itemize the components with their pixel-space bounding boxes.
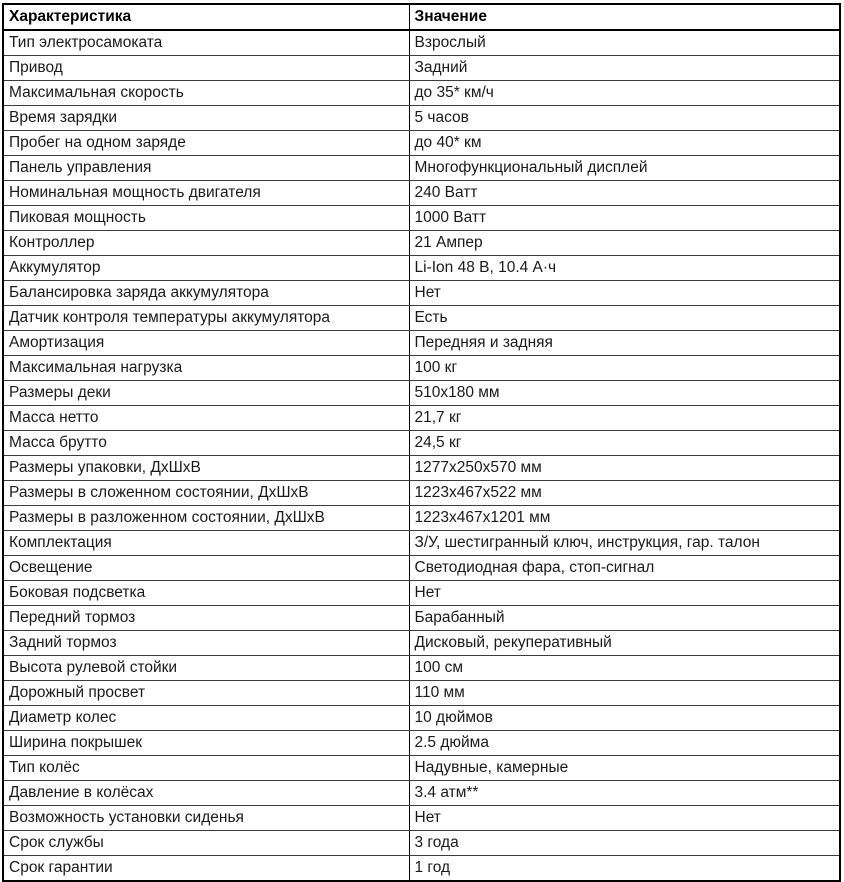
table-row	[3, 281, 840, 306]
characteristic-cell: Диаметр колес	[3, 706, 409, 731]
table-row	[3, 106, 840, 131]
table-row	[3, 681, 840, 706]
characteristic-cell: Размеры деки	[3, 381, 409, 406]
value-cell: 100 кг	[409, 356, 840, 381]
table-row	[3, 206, 840, 231]
table-row	[3, 256, 840, 281]
header-row	[3, 4, 840, 30]
characteristic-cell: Масса брутто	[3, 431, 409, 456]
table-row	[3, 831, 840, 856]
characteristic-cell: Контроллер	[3, 231, 409, 256]
characteristic-cell: Привод	[3, 56, 409, 81]
value-cell: Передняя и задняя	[409, 331, 840, 356]
table-row	[3, 656, 840, 681]
table-row	[3, 731, 840, 756]
value-cell: 1 год	[409, 856, 840, 882]
characteristic-cell: Время зарядки	[3, 106, 409, 131]
table-row	[3, 606, 840, 631]
characteristic-cell: Номинальная мощность двигателя	[3, 181, 409, 206]
table-row	[3, 781, 840, 806]
spec-table	[2, 3, 841, 882]
value-cell: 21,7 кг	[409, 406, 840, 431]
table-row	[3, 56, 840, 81]
table-row	[3, 481, 840, 506]
value-cell: Li-Ion 48 В, 10.4 А·ч	[409, 256, 840, 281]
value-cell: 3 года	[409, 831, 840, 856]
characteristic-cell: Боковая подсветка	[3, 581, 409, 606]
table-row	[3, 81, 840, 106]
value-cell: до 40* км	[409, 131, 840, 156]
table-row	[3, 856, 840, 882]
value-cell: 21 Ампер	[409, 231, 840, 256]
characteristic-cell: Датчик контроля температуры аккумулятора	[3, 306, 409, 331]
value-cell: Есть	[409, 306, 840, 331]
characteristic-cell: Пиковая мощность	[3, 206, 409, 231]
value-cell: Нет	[409, 281, 840, 306]
characteristic-cell: Передний тормоз	[3, 606, 409, 631]
characteristic-cell: Высота рулевой стойки	[3, 656, 409, 681]
characteristic-cell: Тип колёс	[3, 756, 409, 781]
table-row	[3, 456, 840, 481]
characteristic-cell: Освещение	[3, 556, 409, 581]
table-row	[3, 756, 840, 781]
characteristic-cell: Амортизация	[3, 331, 409, 356]
value-cell: 5 часов	[409, 106, 840, 131]
characteristic-cell: Давление в колёсах	[3, 781, 409, 806]
header-characteristic: Характеристика	[3, 4, 409, 30]
table-row	[3, 431, 840, 456]
value-cell: Нет	[409, 806, 840, 831]
value-cell: Светодиодная фара, стоп-сигнал	[409, 556, 840, 581]
value-cell: 510x180 мм	[409, 381, 840, 406]
value-cell: Задний	[409, 56, 840, 81]
characteristic-cell: Задний тормоз	[3, 631, 409, 656]
value-cell: 1277x250x570 мм	[409, 456, 840, 481]
characteristic-cell: Ширина покрышек	[3, 731, 409, 756]
table-row	[3, 531, 840, 556]
spec-table-header	[3, 4, 840, 30]
characteristic-cell: Срок гарантии	[3, 856, 409, 882]
table-row	[3, 506, 840, 531]
value-cell: Надувные, камерные	[409, 756, 840, 781]
table-row	[3, 181, 840, 206]
table-row	[3, 706, 840, 731]
characteristic-cell: Максимальная нагрузка	[3, 356, 409, 381]
value-cell: Нет	[409, 581, 840, 606]
table-row	[3, 381, 840, 406]
value-cell: Взрослый	[409, 30, 840, 56]
table-row	[3, 30, 840, 56]
value-cell: 24,5 кг	[409, 431, 840, 456]
value-cell: 2.5 дюйма	[409, 731, 840, 756]
table-row	[3, 406, 840, 431]
characteristic-cell: Тип электросамоката	[3, 30, 409, 56]
value-cell: 1000 Ватт	[409, 206, 840, 231]
spec-table-body	[3, 30, 840, 881]
characteristic-cell: Комплектация	[3, 531, 409, 556]
value-cell: Многофункциональный дисплей	[409, 156, 840, 181]
table-row	[3, 231, 840, 256]
characteristic-cell: Пробег на одном заряде	[3, 131, 409, 156]
table-row	[3, 806, 840, 831]
value-cell: 110 мм	[409, 681, 840, 706]
value-cell: 100 см	[409, 656, 840, 681]
characteristic-cell: Размеры в разложенном состоянии, ДхШхВ	[3, 506, 409, 531]
table-row	[3, 581, 840, 606]
characteristic-cell: Масса нетто	[3, 406, 409, 431]
characteristic-cell: Возможность установки сиденья	[3, 806, 409, 831]
characteristic-cell: Аккумулятор	[3, 256, 409, 281]
table-row	[3, 306, 840, 331]
value-cell: 1223x467x1201 мм	[409, 506, 840, 531]
value-cell: Барабанный	[409, 606, 840, 631]
characteristic-cell: Размеры упаковки, ДхШхВ	[3, 456, 409, 481]
characteristic-cell: Срок службы	[3, 831, 409, 856]
characteristic-cell: Панель управления	[3, 156, 409, 181]
header-value: Значение	[409, 4, 840, 30]
value-cell: до 35* км/ч	[409, 81, 840, 106]
characteristic-cell: Максимальная скорость	[3, 81, 409, 106]
value-cell: 10 дюймов	[409, 706, 840, 731]
characteristic-cell: Размеры в сложенном состоянии, ДхШхВ	[3, 481, 409, 506]
value-cell: 240 Ватт	[409, 181, 840, 206]
value-cell: З/У, шестигранный ключ, инструкция, гар. талон	[409, 531, 840, 556]
table-row	[3, 331, 840, 356]
table-row	[3, 131, 840, 156]
value-cell: 3.4 атм**	[409, 781, 840, 806]
value-cell: 1223x467x522 мм	[409, 481, 840, 506]
table-row	[3, 556, 840, 581]
characteristic-cell: Дорожный просвет	[3, 681, 409, 706]
table-row	[3, 631, 840, 656]
table-row	[3, 156, 840, 181]
table-row	[3, 356, 840, 381]
characteristic-cell: Балансировка заряда аккумулятора	[3, 281, 409, 306]
value-cell: Дисковый, рекуперативный	[409, 631, 840, 656]
